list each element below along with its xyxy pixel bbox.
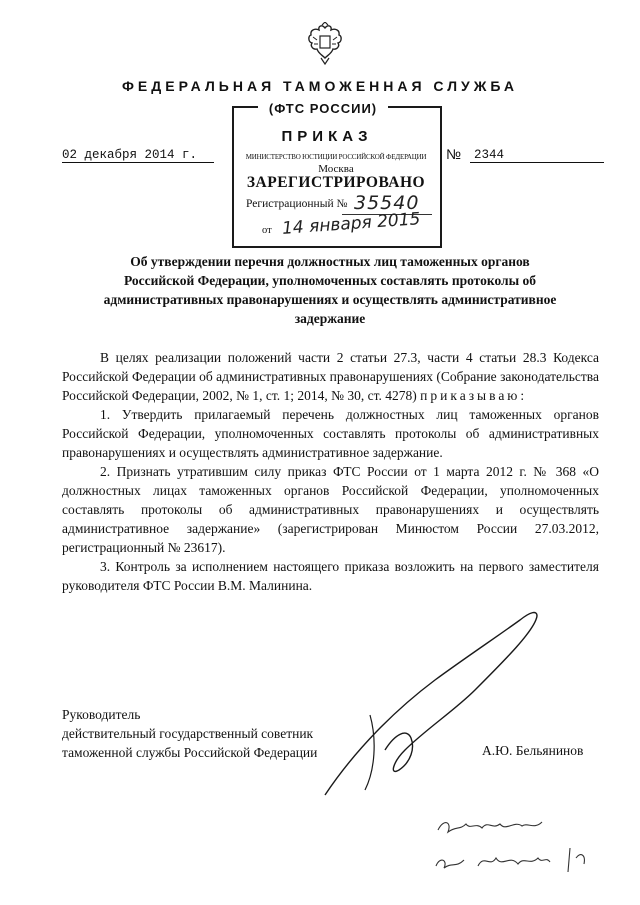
order-title-line: административных правонарушениях и осуществлять административное	[103, 292, 557, 307]
stamp-registered: ЗАРЕГИСТРИРОВАНО	[246, 174, 426, 191]
signatory-rank: действительный государственный советник	[62, 726, 314, 741]
stamp-reg-date-label: от	[262, 225, 272, 236]
stamp-reg-number-label: Регистрационный №	[246, 198, 348, 210]
item-3: 3. Контроль за исполнением настоящего приказа возложить на первого заместителя руководителя ФТС России В.М. Малинина.	[62, 559, 599, 593]
order-title	[70, 252, 590, 328]
order-number-label: №	[446, 146, 462, 162]
agency-short-name: (ФТС РОССИИ)	[258, 101, 388, 116]
order-title-line: Российской Федерации, уполномоченных составлять протоколы об	[123, 273, 537, 288]
stamp-reg-number: 35540	[354, 192, 420, 214]
item-1: 1. Утвердить прилагаемый перечень должностных лиц таможенных органов Российской Федерации, уполномоченных составлять протоколы об административных правонарушениях и осуществлять административное задержание.	[62, 407, 599, 460]
order-number: 2344	[470, 148, 604, 163]
handwritten-signature	[315, 600, 575, 800]
signatory-position: Руководитель	[62, 707, 141, 722]
signatory-name: А.Ю. Бельянинов	[482, 743, 584, 758]
signatory-service: таможенной службы Российской Федерации	[62, 745, 318, 760]
order-title-line: задержание	[294, 311, 366, 326]
handwritten-note	[430, 808, 610, 883]
document-type: ПРИКАЗ	[281, 128, 373, 145]
order-word: приказываю:	[420, 388, 528, 403]
order-date: 02 декабря 2014 г.	[62, 148, 214, 163]
item-2: 2. Признать утратившим силу приказ ФТС России от 1 марта 2012 г. № 368 «О должностных лицах таможенных органов Российской Федерации, уполномоченных составлять протоколы об административных правонарушениях и осуществлять административное задержание» (зарегистрирован Минюстом России 27.03.2012, регистрационный № 23617).	[62, 464, 599, 555]
order-title-line: Об утверждении перечня должностных лиц таможенных органов	[130, 254, 530, 269]
stamp-ministry: МИНИСТЕРСТВО ЮСТИЦИИ РОССИЙСКОЙ ФЕДЕРАЦИИ	[245, 153, 427, 161]
stamp-city: Москва	[318, 163, 354, 175]
intro-paragraph	[62, 348, 599, 405]
stamp-reg-date: 14 января 2015	[281, 209, 422, 239]
russian-eagle-emblem-icon	[305, 22, 345, 66]
signature-block	[62, 705, 317, 762]
intro-text: В целях реализации положений части 2 статьи 27.3, части 4 статьи 28.3 Кодекса Российской Федерации об административных правонарушениях (Собрание законодательства Российской Федерации, 2002, № 1, ст. 1; 2014, № 30, ст. 4278)	[62, 350, 599, 403]
order-body	[62, 348, 599, 595]
agency-name: ФЕДЕРАЛЬНАЯ ТАМОЖЕННАЯ СЛУЖБА	[121, 78, 519, 94]
